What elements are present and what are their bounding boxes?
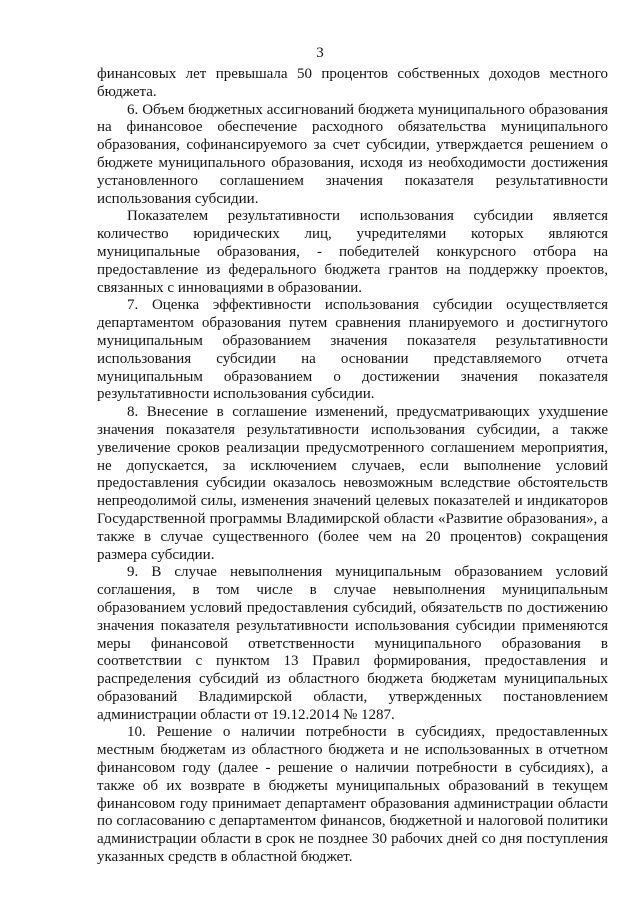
paragraph-item-6: 6. Объем бюджетных ассигнований бюджета муниципального образования на финансовое обеспечение расходного обязательства муниципального образования, софинансируемого за счет субсидии, утверждается решением о бюджете муниципального образования, исходя из необходимости достижения установленного соглашением значения показателя результативности использования субсидии. <box>97 101 608 207</box>
page-number: 3 <box>316 45 324 61</box>
paragraph-item-10: 10. Решение о наличии потребности в субсидиях, предоставленных местным бюджетам из областного бюджета и не использованных в отчетном финансовом году (далее - решение о наличии потребности в субсидиях), а также об их возврате в бюджеты муниципальных образований в текущем финансовом году принимает департамент образования администрации области по согласованию с департаментом финансов, бюджетной и налоговой политики администрации области в срок не позднее 30 рабочих дней со дня поступления указанных средств в областной бюджет. <box>97 724 608 866</box>
paragraph-item-8: 8. Внесение в соглашение изменений, предусматривающих ухудшение значения показателя результативности использования субсидии, а также увеличение сроков реализации предусмотренного соглашением мероприятия, не допускается, за исключением случаев, если выполнение условий предоставления субсидии оказалось невозможным вследствие обстоятельств непреодолимой силы, изменения значений целевых показателей и индикаторов Государственной программы Владимирской области «Развитие образования», а также в случае существенного (более чем на 20 процентов) сокращения размера субсидии. <box>97 404 608 563</box>
document-body <box>97 66 608 867</box>
paragraph-item-7: 7. Оценка эффективности использования субсидии осуществляется департаментом образования путем сравнения планируемого и достигнутого муниципальным образованием значения показателя результативности использования субсидии на основании представляемого отчета муниципальным образованием о достижении значения показателя результативности использования субсидии. <box>97 297 608 403</box>
paragraph-continuation: финансовых лет превышала 50 процентов собственных доходов местного бюджета. <box>97 66 608 100</box>
paragraph-indicator: Показателем результативности использования субсидии является количество юридических лиц, учредителями которых являются муниципальные образования, - победителей конкурсного отбора на предоставление из федерального бюджета грантов на поддержку проектов, связанных с инновациями в образовании. <box>97 208 608 296</box>
paragraph-item-9: 9. В случае невыполнения муниципальным образованием условий соглашения, в том числе в случае невыполнения муниципальным образованием условий предоставления субсидий, обязательств по достижению значения показателя результативности использования субсидии применяются меры финансовой ответственности муниципального образования в соответствии с пунктом 13 Правил формирования, предоставления и распределения субсидий из областного бюджета бюджетам муниципальных образований Владимирской области, утвержденных постановлением администрации области от 19.12.2014 № 1287. <box>97 564 608 723</box>
